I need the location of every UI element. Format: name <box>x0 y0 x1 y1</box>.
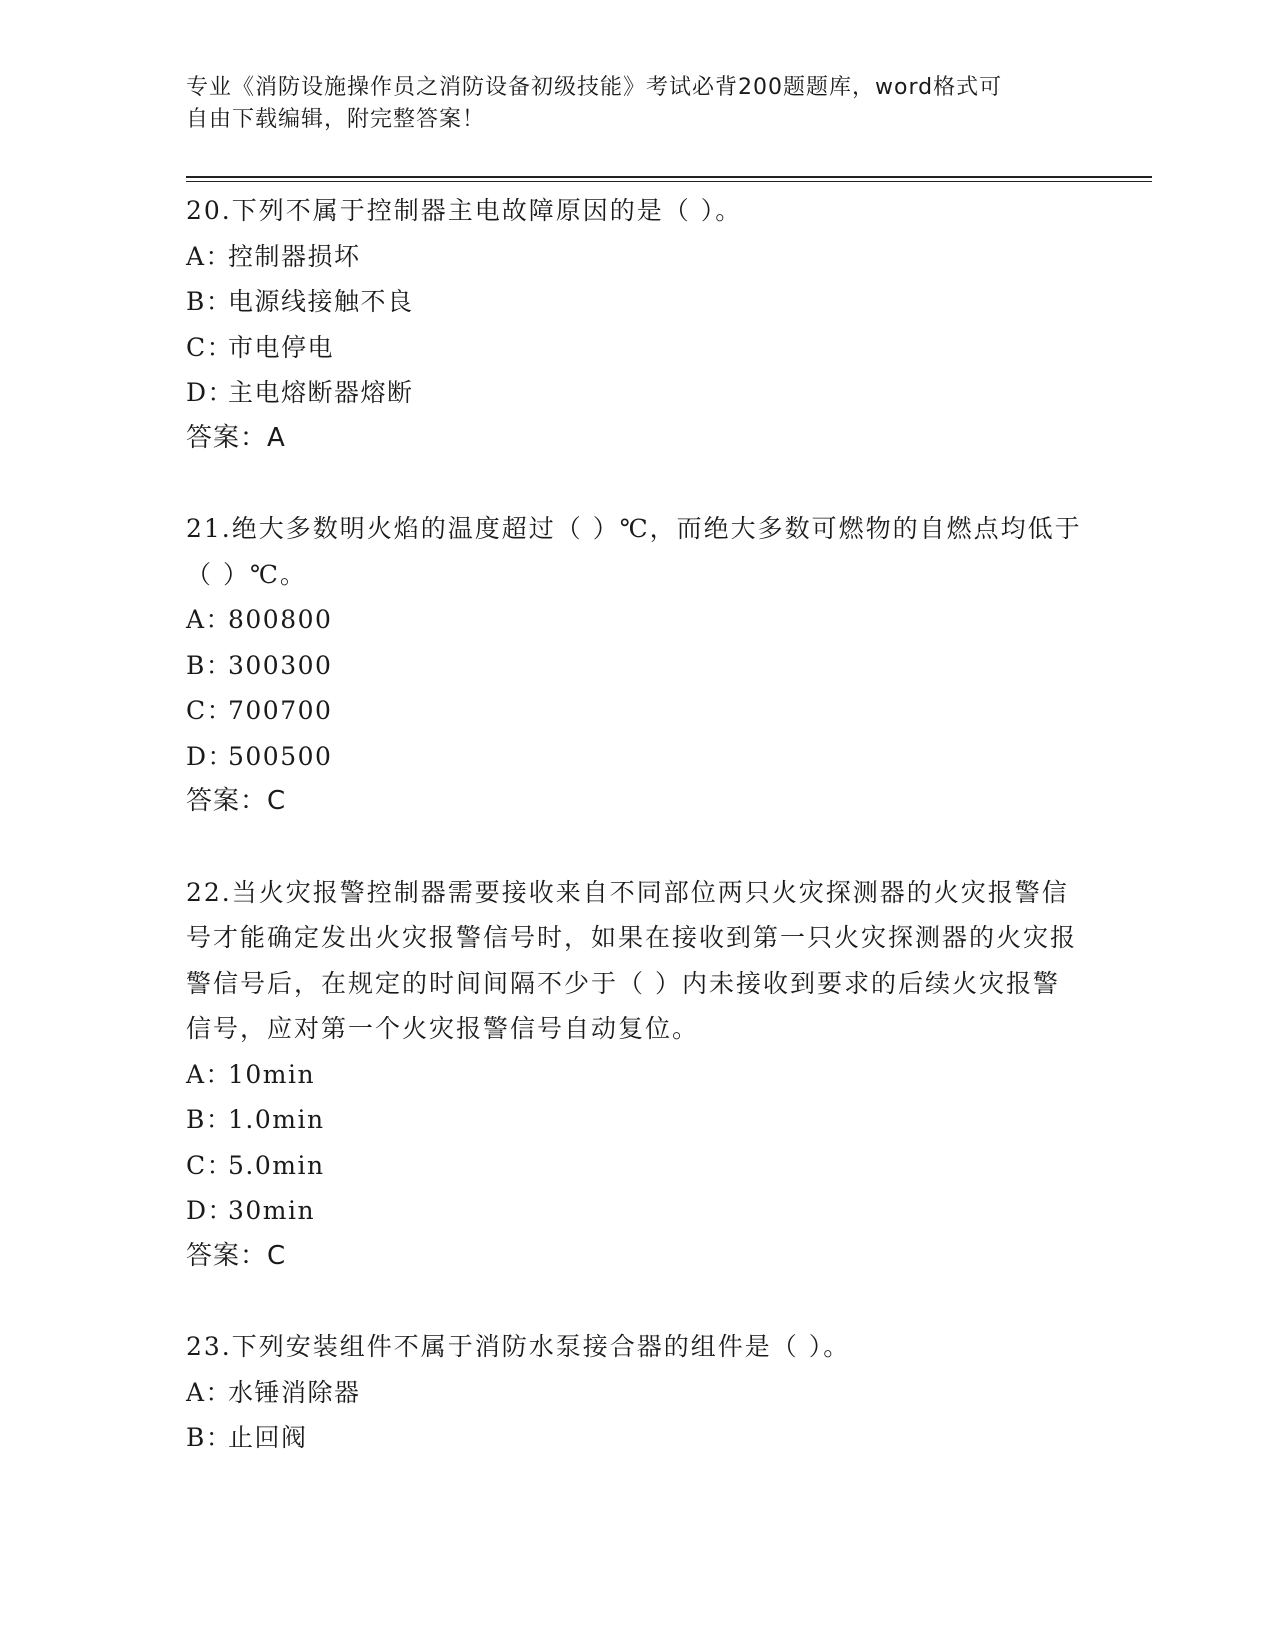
option-letter: B： <box>186 287 233 316</box>
option-letter: B： <box>186 1423 233 1452</box>
question-23 <box>186 1324 1086 1461</box>
option-text: 800800 <box>228 605 333 634</box>
option-letter: D： <box>186 378 235 407</box>
option-text: 10min <box>228 1059 316 1089</box>
option-d <box>186 370 1086 416</box>
option-b <box>186 643 1086 689</box>
option-letter: A： <box>186 241 233 271</box>
option-text: 主电熔断器熔断 <box>228 378 414 407</box>
question-20 <box>186 188 1086 461</box>
option-letter: C： <box>186 332 234 362</box>
question-stem: 23.下列安装组件不属于消防水泵接合器的组件是（ ）。 <box>186 1332 851 1361</box>
option-letter: D： <box>186 741 235 771</box>
option-text: 电源线接触不良 <box>228 287 414 316</box>
option-text: 1.0min <box>228 1105 325 1134</box>
option-a <box>186 597 1086 643</box>
option-c <box>186 1143 1086 1189</box>
document-header: 专业《消防设施操作员之消防设备初级技能》考试必背200题题库，word格式可 自由下载编辑，附完整答案！ <box>186 75 1003 132</box>
question-stem: 21.绝大多数明火焰的温度超过（ ）℃，而绝大多数可燃物的自燃点均低于（ ）℃。 <box>186 514 1082 589</box>
option-d <box>186 734 1086 780</box>
option-text: 300300 <box>228 650 333 680</box>
option-letter: D： <box>186 1196 235 1225</box>
option-a <box>186 1370 1086 1416</box>
option-letter: C： <box>186 696 234 725</box>
option-letter: B： <box>186 650 233 680</box>
option-letter: B： <box>186 1105 233 1134</box>
option-text: 控制器损坏 <box>228 241 361 271</box>
header-divider-thick <box>186 176 1152 178</box>
header-divider-thin <box>186 181 1152 182</box>
option-c <box>186 325 1086 371</box>
question-list <box>186 188 1086 1506</box>
option-b <box>186 279 1086 325</box>
answer-line: 答案：C <box>186 1240 287 1271</box>
option-c <box>186 688 1086 734</box>
option-text: 止回阀 <box>228 1423 308 1452</box>
option-text: 市电停电 <box>228 332 335 362</box>
question-stem: 20.下列不属于控制器主电故障原因的是（ ）。 <box>186 196 743 225</box>
option-letter: A： <box>186 1377 233 1407</box>
question-22 <box>186 870 1086 1280</box>
question-stem: 22.当火灾报警控制器需要接收来自不同部位两只火灾探测器的火灾报警信号才能确定发出火灾报警信号时，如果在接收到第一只火灾探测器的火灾报警信号后，在规定的时间间隔不少于（ ）内未接收到要求的后续火灾报警信号，应对第一个火灾报警信号自动复位。 <box>186 877 1078 1043</box>
option-text: 500500 <box>228 741 333 771</box>
option-b <box>186 1415 1086 1461</box>
option-letter: A： <box>186 1059 233 1089</box>
option-letter: C： <box>186 1150 234 1180</box>
option-text: 5.0min <box>228 1150 325 1180</box>
option-text: 30min <box>228 1196 316 1225</box>
question-21 <box>186 506 1086 825</box>
option-b <box>186 1097 1086 1143</box>
option-a <box>186 234 1086 280</box>
option-letter: A： <box>186 605 233 634</box>
option-d <box>186 1188 1086 1234</box>
answer-line: 答案：C <box>186 786 287 816</box>
option-text: 水锤消除器 <box>228 1377 361 1407</box>
option-a <box>186 1052 1086 1098</box>
answer-line: 答案：A <box>186 422 286 453</box>
option-text: 700700 <box>228 696 333 725</box>
